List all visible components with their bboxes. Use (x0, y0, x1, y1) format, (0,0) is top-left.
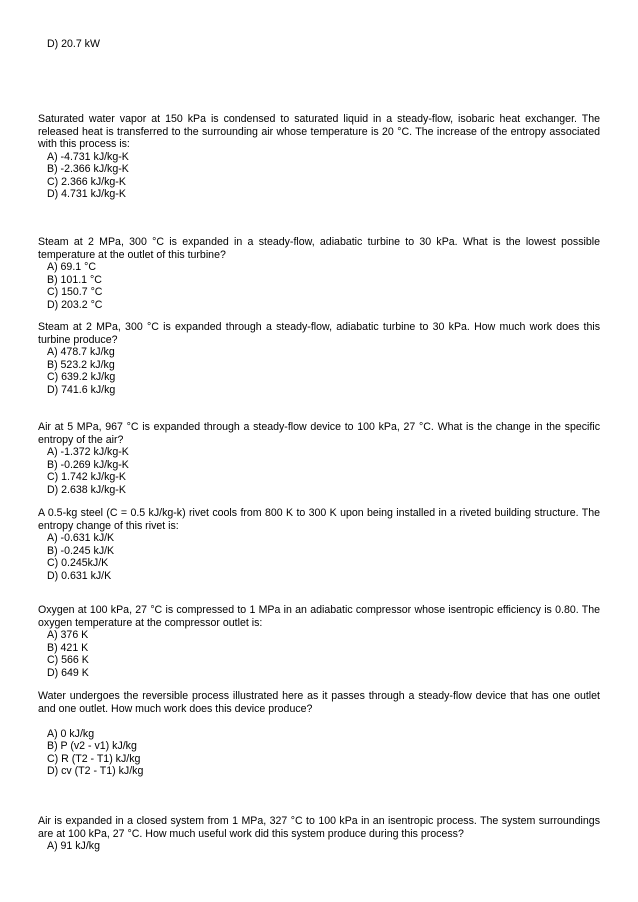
option: B) P (v2 - v1) kJ/kg (47, 740, 137, 752)
option: B) 523.2 kJ/kg (47, 358, 115, 371)
option: B) -2.366 kJ/kg-K (47, 163, 129, 175)
option: D) 649 K (47, 666, 89, 679)
option: A) 69.1 °C (47, 261, 96, 273)
question-5 (38, 507, 600, 582)
question-2 (38, 236, 600, 311)
question-3 (38, 321, 600, 396)
option: B) 421 K (47, 641, 89, 654)
option: D) 203.2 °C (47, 298, 103, 311)
option: C) 639.2 kJ/kg (47, 371, 116, 383)
option: A) 0 kJ/kg (47, 727, 95, 740)
option: C) R (T2 - T1) kJ/kg (47, 752, 141, 765)
question-4 (38, 421, 600, 496)
option: D) 4.731 kJ/kg-K (47, 188, 126, 200)
question-text: Water undergoes the reversible process illustrated here as it passes through a steady-flow device that has one outlet and one outlet. How much work does this device produce? (38, 690, 600, 715)
option: C) 2.366 kJ/kg-K (47, 175, 126, 188)
question-text: Steam at 2 MPa, 300 °C is expanded in a steady-flow, adiabatic turbine to 30 kPa. What is the lowest possible temperature at the outlet of this turbine? (38, 236, 600, 261)
question-8 (38, 815, 600, 853)
option: B) -0.269 kJ/kg-K (47, 458, 129, 471)
question-text: Oxygen at 100 kPa, 27 °C is compressed to 1 MPa in an adiabatic compressor whose isentropic efficiency is 0.80. The oxygen temperature at the compressor outlet is: (38, 604, 600, 629)
option: C) 0.245kJ/K (47, 557, 109, 569)
question-7 (38, 690, 600, 778)
question-text: Air is expanded in a closed system from 1 MPa, 327 °C to 100 kPa in an isentropic process. The system surroundings are at 100 kPa, 27 °C. How much useful work did this system produce during this process? (38, 815, 600, 840)
option: D) cv (T2 - T1) kJ/kg (47, 765, 144, 777)
option: C) 566 K (47, 654, 89, 666)
question-text: Saturated water vapor at 150 kPa is condensed to saturated liquid in a steady-flow, isobaric heat exchanger. The released heat is transferred to the surrounding air whose temperature is 20 °C. The increase of the entropy associated with this process is: (38, 113, 600, 150)
option: C) 1.742 kJ/kg-K (47, 471, 126, 483)
question-text: A 0.5-kg steel (C = 0.5 kJ/kg-k) rivet cools from 800 K to 300 K upon being installed in a riveted building structure. The entropy change of this rivet is: (38, 507, 600, 532)
option: A) -1.372 kJ/kg-K (47, 446, 129, 458)
option: A) -0.631 kJ/K (47, 532, 115, 544)
option: B) -0.245 kJ/K (47, 544, 115, 557)
question-text: Air at 5 MPa, 967 °C is expanded through a steady-flow device to 100 kPa, 27 °C. What is the change in the specific entropy of the air? (38, 421, 600, 446)
previous-answer-option: D) 20.7 kW (47, 38, 100, 50)
question-6 (38, 604, 600, 679)
question-1 (38, 113, 600, 201)
option: C) 150.7 °C (47, 286, 103, 298)
spacer (38, 715, 600, 728)
option: A) 91 kJ/kg (47, 840, 100, 852)
option: D) 0.631 kJ/K (47, 569, 112, 582)
option: D) 2.638 kJ/kg-K (47, 483, 126, 496)
question-text: Steam at 2 MPa, 300 °C is expanded through a steady-flow, adiabatic turbine to 30 kPa. How much work does this turbine produce? (38, 321, 600, 346)
option: A) 478.7 kJ/kg (47, 346, 115, 358)
option: B) 101.1 °C (47, 273, 102, 286)
option: D) 741.6 kJ/kg (47, 383, 116, 396)
option: A) 376 K (47, 629, 89, 641)
option: A) -4.731 kJ/kg-K (47, 150, 129, 163)
